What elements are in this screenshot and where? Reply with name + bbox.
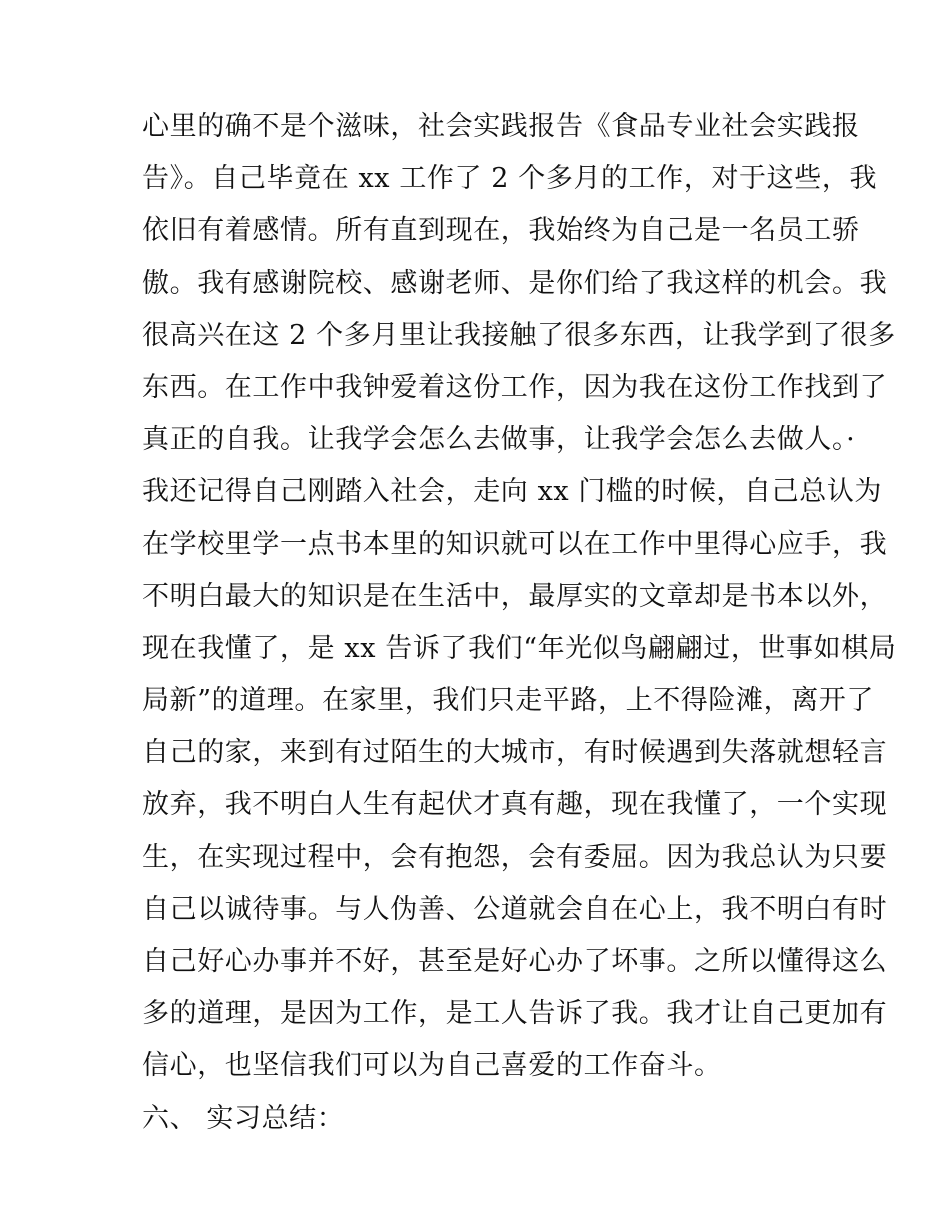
text-line: 信心，也坚信我们可以为自己喜爱的工作奋斗。: [142, 1050, 722, 1082]
text-line: 现在我懂了，是 xx 告诉了我们“年光似鸟翩翩过，世事如棋局: [142, 632, 897, 664]
text-line: 自己的家，来到有过陌生的大城市，有时候遇到失落就想轻言: [142, 737, 888, 769]
text-line: 放弃，我不明白人生有起伏才真有趣，现在我懂了，一个实现: [142, 789, 888, 821]
text-line: 告》。自己毕竟在 xx 工作了 2 个多月的工作，对于这些，我: [142, 163, 878, 195]
text-line: 心里的确不是个滋味，社会实践报告《食品专业社会实践报: [142, 111, 860, 142]
text-line: 局新”的道理。在家里，我们只走平路，上不得险滩，离开了: [142, 685, 875, 717]
text-line: 真正的自我。让我学会怎么去做事，让我学会怎么去做人。·: [142, 424, 856, 456]
body-text: [142, 101, 897, 1145]
text-line: 生，在实现过程中，会有抱怨，会有委屈。因为我总认为只要: [142, 841, 888, 873]
text-line: 我还记得自己刚踏入社会，走向 xx 门槛的时候，自己总认为: [142, 476, 883, 508]
text-line: 自己以诚待事。与人伪善、公道就会自在心上，我不明白有时: [142, 893, 888, 925]
section-heading: 六、 实习总结：: [142, 1102, 345, 1134]
text-line: 依旧有着感情。所有直到现在，我始终为自己是一名员工骄: [142, 215, 860, 247]
text-line: 在学校里学一点书本里的知识就可以在工作中里得心应手，我: [142, 528, 888, 560]
text-line: 不明白最大的知识是在生活中，最厚实的文章却是书本以外，: [142, 580, 888, 612]
text-line: 傲。我有感谢院校、感谢老师、是你们给了我这样的机会。我: [142, 267, 888, 299]
text-line: 自己好心办事并不好，甚至是好心办了坏事。之所以懂得这么: [142, 946, 888, 977]
text-line: 东西。在工作中我钟爱着这份工作，因为我在这份工作找到了: [142, 371, 888, 403]
text-line: 多的道理，是因为工作，是工人告诉了我。我才让自己更加有: [142, 998, 888, 1030]
text-line: 很高兴在这 2 个多月里让我接触了很多东西，让我学到了很多: [142, 319, 896, 351]
